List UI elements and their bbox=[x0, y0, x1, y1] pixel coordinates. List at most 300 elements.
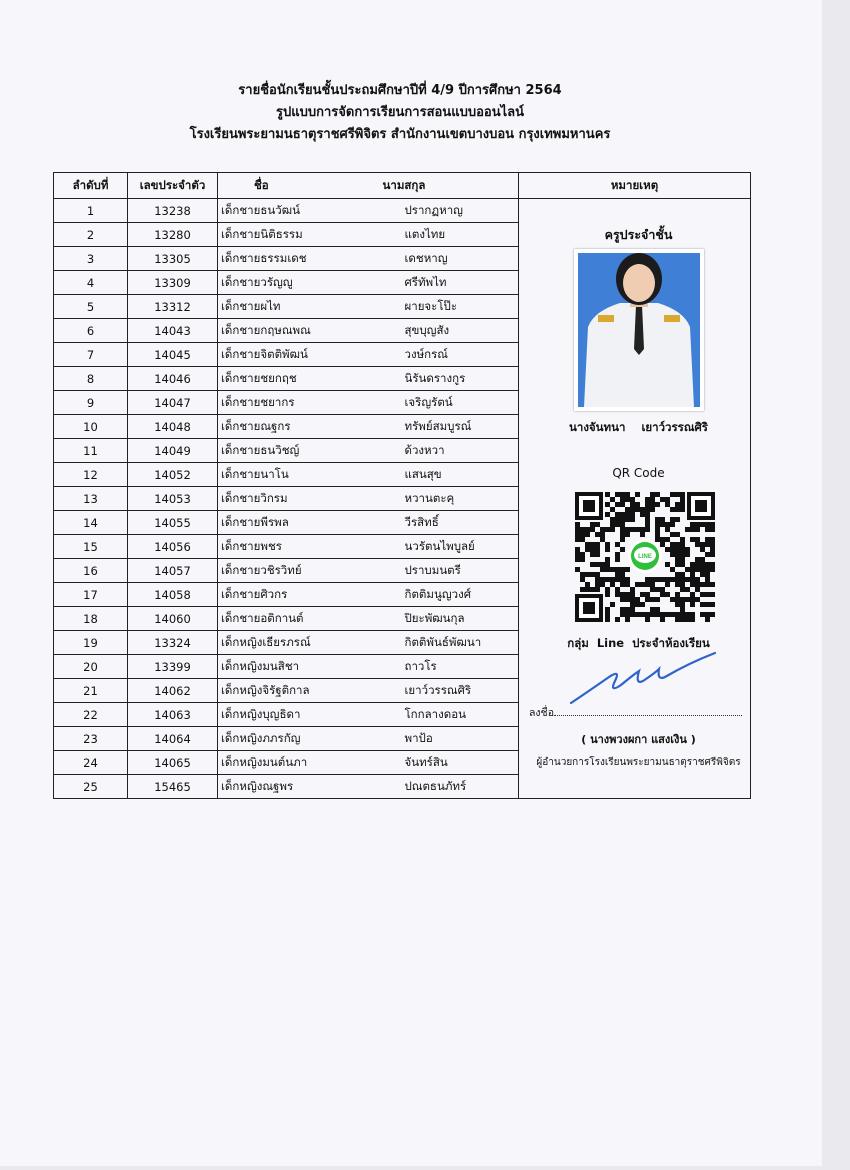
qr-module bbox=[590, 572, 595, 577]
qr-module bbox=[605, 567, 610, 572]
cell-first-name: เด็กหญิงเธียรภรณ์ bbox=[218, 631, 365, 655]
cell-last-name: นิรันดรางกูร bbox=[365, 367, 519, 391]
qr-module bbox=[695, 522, 700, 527]
qr-module bbox=[625, 507, 630, 512]
header-title: รายชื่อนักเรียนชั้นประถมศึกษาปีที่ 4/9 ปีการศึกษา 2564 bbox=[238, 83, 562, 98]
qr-module bbox=[650, 607, 655, 612]
qr-module bbox=[690, 537, 695, 542]
qr-module bbox=[605, 587, 610, 592]
qr-module bbox=[675, 557, 680, 562]
qr-module bbox=[585, 587, 590, 592]
qr-module bbox=[645, 522, 650, 527]
qr-module bbox=[615, 552, 620, 557]
qr-module bbox=[680, 507, 685, 512]
qr-module bbox=[710, 612, 715, 617]
qr-module bbox=[690, 527, 695, 532]
qr-module bbox=[685, 612, 690, 617]
qr-module bbox=[645, 617, 650, 622]
qr-module bbox=[655, 522, 660, 527]
qr-module bbox=[680, 577, 685, 582]
qr-module bbox=[645, 592, 650, 597]
qr-module bbox=[700, 542, 705, 547]
qr-module bbox=[660, 577, 665, 582]
qr-module bbox=[655, 502, 660, 507]
table-row bbox=[54, 199, 751, 223]
qr-module bbox=[685, 567, 690, 572]
qr-module bbox=[620, 607, 625, 612]
qr-module bbox=[675, 542, 680, 547]
qr-module bbox=[605, 607, 610, 612]
qr-module bbox=[625, 612, 630, 617]
qr-module bbox=[660, 517, 665, 522]
qr-module bbox=[620, 567, 625, 572]
qr-module bbox=[665, 537, 670, 542]
cell-no: 20 bbox=[54, 655, 128, 679]
qr-module bbox=[575, 567, 580, 572]
cell-last-name: โกกลางดอน bbox=[365, 703, 519, 727]
cell-first-name: เด็กชายนิติธรรม bbox=[218, 223, 365, 247]
qr-module bbox=[660, 542, 665, 547]
qr-module bbox=[615, 572, 620, 577]
cell-last-name: นวรัตนไพบูลย์ bbox=[365, 535, 519, 559]
qr-module bbox=[660, 592, 665, 597]
qr-module bbox=[695, 582, 700, 587]
qr-module bbox=[680, 597, 685, 602]
cell-id: 14049 bbox=[128, 439, 218, 463]
qr-module bbox=[660, 612, 665, 617]
cell-id: 13312 bbox=[128, 295, 218, 319]
qr-module bbox=[620, 492, 625, 497]
qr-module bbox=[690, 597, 695, 602]
teacher-name: นางจันทนา เยาว์วรรณศิริ bbox=[569, 420, 708, 434]
qr-module bbox=[680, 617, 685, 622]
cell-last-name: ทรัพย์สมบูรณ์ bbox=[365, 415, 519, 439]
qr-module bbox=[690, 617, 695, 622]
table-header-row bbox=[54, 173, 751, 199]
qr-module bbox=[635, 602, 640, 607]
column-header-no: ลำดับที่ bbox=[54, 173, 128, 199]
qr-module bbox=[710, 602, 715, 607]
cell-first-name: เด็กชายพีรพล bbox=[218, 511, 365, 535]
qr-module bbox=[615, 502, 620, 507]
qr-module bbox=[645, 612, 650, 617]
cell-first-name: เด็กชายชยกฤช bbox=[218, 367, 365, 391]
finder-top-left bbox=[575, 492, 603, 520]
cell-no: 9 bbox=[54, 391, 128, 415]
qr-module bbox=[655, 532, 660, 537]
qr-module bbox=[690, 582, 695, 587]
qr-module bbox=[595, 532, 600, 537]
cell-first-name: เด็กชายวชิรวิทย์ bbox=[218, 559, 365, 583]
qr-module bbox=[675, 517, 680, 522]
column-header-first-name: ชื่อ bbox=[218, 173, 365, 199]
cell-no: 23 bbox=[54, 727, 128, 751]
cell-no: 21 bbox=[54, 679, 128, 703]
cell-first-name: เด็กชายวิกรม bbox=[218, 487, 365, 511]
cell-id: 14056 bbox=[128, 535, 218, 559]
teacher-photo bbox=[574, 249, 704, 411]
qr-module bbox=[640, 612, 645, 617]
finder-top-right bbox=[687, 492, 715, 520]
qr-module bbox=[640, 592, 645, 597]
qr-module bbox=[710, 552, 715, 557]
qr-module bbox=[600, 567, 605, 572]
qr-module bbox=[670, 532, 675, 537]
qr-module bbox=[625, 582, 630, 587]
qr-module bbox=[625, 597, 630, 602]
qr-module bbox=[655, 537, 660, 542]
qr-module bbox=[580, 532, 585, 537]
qr-module bbox=[675, 502, 680, 507]
qr-module bbox=[580, 537, 585, 542]
cell-first-name: เด็กชายกฤษณพณ bbox=[218, 319, 365, 343]
cell-first-name: เด็กชายพชร bbox=[218, 535, 365, 559]
qr-module bbox=[620, 577, 625, 582]
qr-module bbox=[690, 572, 695, 577]
qr-module bbox=[595, 587, 600, 592]
cell-last-name: เยาว์วรรณศิริ bbox=[365, 679, 519, 703]
qr-module bbox=[665, 562, 670, 567]
qr-module bbox=[655, 587, 660, 592]
cell-last-name: ถาวโร bbox=[365, 655, 519, 679]
cell-id: 15465 bbox=[128, 775, 218, 799]
qr-module bbox=[620, 537, 625, 542]
qr-module bbox=[705, 592, 710, 597]
qr-module bbox=[690, 567, 695, 572]
qr-module bbox=[665, 497, 670, 502]
qr-module bbox=[645, 582, 650, 587]
cell-first-name: เด็กชายธรรมเดช bbox=[218, 247, 365, 271]
qr-module bbox=[605, 502, 610, 507]
qr-module bbox=[690, 602, 695, 607]
qr-module bbox=[620, 597, 625, 602]
qr-module bbox=[705, 602, 710, 607]
cell-last-name: ปราบมนตรี bbox=[365, 559, 519, 583]
qr-module bbox=[620, 517, 625, 522]
qr-module bbox=[680, 502, 685, 507]
qr-module bbox=[605, 612, 610, 617]
qr-module bbox=[695, 537, 700, 542]
cell-first-name: เด็กหญิงภภรกัญ bbox=[218, 727, 365, 751]
qr-module bbox=[610, 577, 615, 582]
column-header-id: เลขประจำตัว bbox=[128, 173, 218, 199]
student-table bbox=[53, 172, 751, 799]
qr-module bbox=[675, 492, 680, 497]
qr-module bbox=[610, 497, 615, 502]
qr-module bbox=[640, 602, 645, 607]
qr-module bbox=[700, 602, 705, 607]
qr-module bbox=[675, 602, 680, 607]
cell-last-name: แตงไทย bbox=[365, 223, 519, 247]
qr-module bbox=[585, 532, 590, 537]
qr-module bbox=[620, 592, 625, 597]
qr-module bbox=[595, 547, 600, 552]
cell-id: 14045 bbox=[128, 343, 218, 367]
cell-no: 12 bbox=[54, 463, 128, 487]
cell-last-name: หวานตะคุ bbox=[365, 487, 519, 511]
qr-module bbox=[695, 542, 700, 547]
cell-no: 10 bbox=[54, 415, 128, 439]
qr-module bbox=[645, 497, 650, 502]
qr-module bbox=[595, 522, 600, 527]
qr-module bbox=[615, 557, 620, 562]
line-logo-text: LINE bbox=[638, 554, 652, 560]
qr-module bbox=[660, 537, 665, 542]
qr-module bbox=[635, 492, 640, 497]
qr-module bbox=[640, 532, 645, 537]
qr-module bbox=[640, 507, 645, 512]
qr-module bbox=[600, 527, 605, 532]
remark-cell bbox=[519, 199, 751, 799]
signer-position: ผู้อำนวยการโรงเรียนพระยามนธาตุราชศรีพิจิตร bbox=[536, 757, 741, 768]
cell-no: 15 bbox=[54, 535, 128, 559]
qr-module bbox=[605, 557, 610, 562]
qr-module bbox=[670, 577, 675, 582]
cell-no: 3 bbox=[54, 247, 128, 271]
qr-module bbox=[625, 532, 630, 537]
qr-module bbox=[615, 542, 620, 547]
qr-module bbox=[680, 582, 685, 587]
qr-module bbox=[670, 547, 675, 552]
cell-first-name: เด็กหญิงมนต์นภา bbox=[218, 751, 365, 775]
qr-module bbox=[575, 537, 580, 542]
qr-module bbox=[625, 492, 630, 497]
qr-module bbox=[645, 597, 650, 602]
qr-module bbox=[705, 577, 710, 582]
qr-module bbox=[645, 502, 650, 507]
qr-module bbox=[710, 527, 715, 532]
qr-module bbox=[580, 527, 585, 532]
cell-last-name: ศรีทัพไท bbox=[365, 271, 519, 295]
qr-module bbox=[620, 572, 625, 577]
qr-module bbox=[605, 547, 610, 552]
cell-id: 14060 bbox=[128, 607, 218, 631]
qr-module bbox=[650, 577, 655, 582]
qr-module bbox=[605, 512, 610, 517]
qr-module bbox=[670, 507, 675, 512]
qr-module bbox=[705, 617, 710, 622]
qr-module bbox=[680, 607, 685, 612]
qr-module bbox=[705, 572, 710, 577]
qr-module bbox=[655, 492, 660, 497]
qr-module bbox=[650, 497, 655, 502]
qr-module bbox=[680, 587, 685, 592]
cell-no: 8 bbox=[54, 367, 128, 391]
qr-module bbox=[630, 527, 635, 532]
cell-id: 14063 bbox=[128, 703, 218, 727]
qr-module bbox=[575, 522, 580, 527]
qr-module bbox=[600, 537, 605, 542]
qr-module bbox=[705, 612, 710, 617]
cell-last-name: ปรากฏหาญ bbox=[365, 199, 519, 223]
qr-module bbox=[580, 552, 585, 557]
qr-module bbox=[675, 562, 680, 567]
qr-module bbox=[700, 572, 705, 577]
qr-module bbox=[585, 542, 590, 547]
cell-no: 4 bbox=[54, 271, 128, 295]
cell-last-name: เจริญรัตน์ bbox=[365, 391, 519, 415]
qr-module bbox=[615, 567, 620, 572]
qr-module bbox=[650, 507, 655, 512]
qr-module bbox=[575, 547, 580, 552]
qr-module bbox=[700, 522, 705, 527]
cell-first-name: เด็กหญิงจิรัฐติกาล bbox=[218, 679, 365, 703]
qr-module bbox=[645, 577, 650, 582]
qr-module bbox=[680, 557, 685, 562]
cell-last-name: สุขบุญสัง bbox=[365, 319, 519, 343]
cell-no: 16 bbox=[54, 559, 128, 583]
qr-module bbox=[610, 517, 615, 522]
qr-module bbox=[695, 527, 700, 532]
qr-module bbox=[670, 492, 675, 497]
qr-module bbox=[655, 612, 660, 617]
qr-module bbox=[630, 517, 635, 522]
director-signature bbox=[569, 651, 719, 707]
qr-module bbox=[575, 557, 580, 562]
cell-id: 13305 bbox=[128, 247, 218, 271]
qr-module bbox=[690, 562, 695, 567]
qr-module bbox=[630, 607, 635, 612]
qr-module bbox=[605, 592, 610, 597]
qr-module bbox=[685, 552, 690, 557]
cell-no: 13 bbox=[54, 487, 128, 511]
qr-module bbox=[705, 542, 710, 547]
cell-last-name: แสนสุข bbox=[365, 463, 519, 487]
qr-module bbox=[675, 592, 680, 597]
qr-module bbox=[610, 507, 615, 512]
qr-module bbox=[630, 592, 635, 597]
qr-module bbox=[670, 597, 675, 602]
qr-module bbox=[705, 567, 710, 572]
cell-id: 13399 bbox=[128, 655, 218, 679]
qr-module bbox=[660, 522, 665, 527]
cell-first-name: เด็กหญิงบุญธิดา bbox=[218, 703, 365, 727]
qr-module bbox=[585, 582, 590, 587]
cell-first-name: เด็กชายวรัญญู bbox=[218, 271, 365, 295]
qr-module bbox=[615, 517, 620, 522]
qr-module bbox=[610, 527, 615, 532]
qr-module bbox=[705, 552, 710, 557]
qr-module bbox=[620, 527, 625, 532]
qr-module bbox=[640, 582, 645, 587]
cell-first-name: เด็กหญิงมนสิชา bbox=[218, 655, 365, 679]
cell-no: 19 bbox=[54, 631, 128, 655]
qr-module bbox=[705, 522, 710, 527]
qr-module bbox=[710, 542, 715, 547]
qr-module bbox=[620, 502, 625, 507]
qr-code[interactable] bbox=[575, 492, 715, 622]
qr-module bbox=[590, 542, 595, 547]
qr-module bbox=[640, 527, 645, 532]
qr-module bbox=[620, 532, 625, 537]
remark-panel bbox=[523, 199, 751, 795]
cell-first-name: เด็กชายนาโน bbox=[218, 463, 365, 487]
qr-module bbox=[590, 552, 595, 557]
qr-module bbox=[620, 522, 625, 527]
qr-module bbox=[625, 592, 630, 597]
qr-module bbox=[625, 617, 630, 622]
qr-module bbox=[700, 562, 705, 567]
cell-id: 13309 bbox=[128, 271, 218, 295]
qr-module bbox=[585, 547, 590, 552]
qr-label: QR Code bbox=[612, 466, 665, 480]
qr-module bbox=[580, 587, 585, 592]
cell-id: 14043 bbox=[128, 319, 218, 343]
qr-module bbox=[625, 527, 630, 532]
qr-module bbox=[595, 542, 600, 547]
qr-module bbox=[580, 572, 585, 577]
qr-module bbox=[590, 587, 595, 592]
qr-module bbox=[655, 607, 660, 612]
qr-module bbox=[710, 522, 715, 527]
cell-last-name: วงษ์กรณ์ bbox=[365, 343, 519, 367]
qr-module bbox=[620, 512, 625, 517]
qr-module bbox=[605, 492, 610, 497]
qr-module bbox=[630, 587, 635, 592]
qr-module bbox=[605, 617, 610, 622]
qr-module bbox=[690, 592, 695, 597]
qr-module bbox=[600, 577, 605, 582]
qr-module bbox=[625, 567, 630, 572]
qr-module bbox=[630, 507, 635, 512]
qr-module bbox=[680, 572, 685, 577]
qr-module bbox=[695, 557, 700, 562]
qr-module bbox=[635, 527, 640, 532]
qr-module bbox=[695, 587, 700, 592]
qr-module bbox=[645, 512, 650, 517]
qr-module bbox=[680, 537, 685, 542]
qr-module bbox=[610, 582, 615, 587]
qr-module bbox=[625, 607, 630, 612]
qr-module bbox=[615, 577, 620, 582]
qr-module bbox=[605, 527, 610, 532]
qr-module bbox=[655, 577, 660, 582]
cell-first-name: เด็กชายผไท bbox=[218, 295, 365, 319]
cell-id: 14062 bbox=[128, 679, 218, 703]
cell-last-name: เดชหาญ bbox=[365, 247, 519, 271]
teacher-title: ครูประจำชั้น bbox=[604, 227, 673, 242]
qr-module bbox=[630, 597, 635, 602]
qr-module bbox=[585, 572, 590, 577]
cell-first-name: เด็กชายชยากร bbox=[218, 391, 365, 415]
cell-no: 14 bbox=[54, 511, 128, 535]
qr-module bbox=[615, 522, 620, 527]
cell-last-name: ด้วงหวา bbox=[365, 439, 519, 463]
qr-module bbox=[675, 597, 680, 602]
qr-module bbox=[630, 512, 635, 517]
qr-module bbox=[710, 562, 715, 567]
qr-module bbox=[660, 617, 665, 622]
cell-no: 11 bbox=[54, 439, 128, 463]
qr-module bbox=[590, 547, 595, 552]
column-header-last-name: นามสกุล bbox=[365, 173, 519, 199]
qr-module bbox=[680, 562, 685, 567]
qr-module bbox=[675, 617, 680, 622]
finder-bottom-left bbox=[575, 594, 603, 622]
qr-module bbox=[575, 552, 580, 557]
qr-module bbox=[615, 587, 620, 592]
cell-first-name: เด็กชายจิตติพัฒน์ bbox=[218, 343, 365, 367]
qr-module bbox=[595, 572, 600, 577]
cell-id: 14053 bbox=[128, 487, 218, 511]
qr-module bbox=[665, 612, 670, 617]
cell-no: 2 bbox=[54, 223, 128, 247]
qr-module bbox=[680, 547, 685, 552]
qr-module bbox=[625, 517, 630, 522]
cell-id: 14046 bbox=[128, 367, 218, 391]
collar-left bbox=[598, 315, 614, 322]
cell-last-name: วีรสิทธิ์ bbox=[365, 511, 519, 535]
